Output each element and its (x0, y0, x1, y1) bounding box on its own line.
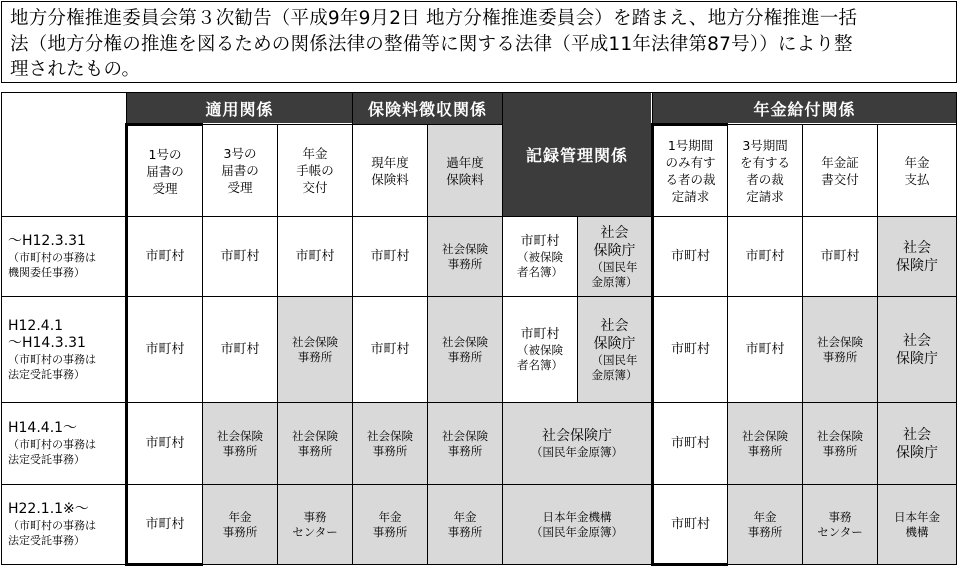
cell-col8: 市町村 (653, 485, 728, 565)
cell-col5: 年金 事務所 (428, 485, 503, 565)
cell-col6-7: 社会保険庁 （国民年金原簿） (503, 403, 653, 485)
cell-col10: 社会保険 事務所 (803, 403, 878, 485)
cell-col1: 市町村 (127, 217, 203, 297)
subheader-col4: 現年度 保険料 (353, 125, 428, 217)
cell-col2: 社会保険 事務所 (203, 403, 278, 485)
cell-col5: 社会保険 事務所 (428, 403, 503, 485)
cell-col1: 市町村 (127, 485, 203, 565)
cell-col9: 市町村 (728, 297, 803, 403)
header-line-2: 法（地方分権の推進を図るための関係法律の整備等に関する法律（平成11年法律第87号））により整 (10, 33, 853, 55)
subheader-col9: 3号期間 を有する 者の裁 定請求 (728, 125, 803, 217)
cell-col3: 社会保険 事務所 (278, 403, 353, 485)
row-period-cell: H22.1.1※～ （市町村の事務は 法定受託事務） (2, 485, 127, 565)
header-line-3: 理されたもの。 (10, 59, 141, 80)
row-period-cell: H12.4.1 ～H14.3.31 （市町村の事務は 法定受託事務） (2, 297, 127, 403)
cell-col5: 社会保険 事務所 (428, 297, 503, 403)
cell-col7: 社会 保険庁 （国民年 金原簿） (578, 217, 653, 297)
cell-col10: 事務 センター (803, 485, 878, 565)
cell-col2: 年金 事務所 (203, 485, 278, 565)
subheader-col10: 年金証 書交付 (803, 125, 878, 217)
cell-col9: 社会保険 事務所 (728, 403, 803, 485)
cell-col3: 市町村 (278, 217, 353, 297)
cell-col4: 社会保険 事務所 (353, 403, 428, 485)
cell-col2: 市町村 (203, 217, 278, 297)
corner-cell (2, 93, 127, 217)
cell-col1: 市町村 (127, 297, 203, 403)
cell-col4: 市町村 (353, 217, 428, 297)
group-records-header: 記録管理関係 (503, 93, 653, 217)
group-application-header: 適用関係 (127, 93, 353, 125)
cell-col8: 市町村 (653, 217, 728, 297)
cell-col11: 社会 保険庁 (878, 403, 957, 485)
table-row (2, 297, 957, 403)
cell-col9: 年金 事務所 (728, 485, 803, 565)
cell-col7: 社会 保険庁 （国民年 金原簿） (578, 297, 653, 403)
table-row (2, 485, 957, 565)
group-premium-header: 保険料徴収関係 (353, 93, 503, 125)
cell-col8: 市町村 (653, 297, 728, 403)
subheader-col2: 3号の 届書の 受理 (203, 125, 278, 217)
row-period-cell: H14.4.1～ （市町村の事務は 法定受託事務） (2, 403, 127, 485)
cell-col2: 市町村 (203, 297, 278, 403)
cell-col10: 市町村 (803, 217, 878, 297)
cell-col3: 事務 センター (278, 485, 353, 565)
cell-col11: 社会 保険庁 (878, 217, 957, 297)
subheader-col1: 1号の 届書の 受理 (127, 125, 203, 217)
cell-col3: 社会保険 事務所 (278, 297, 353, 403)
header-line-1: 地方分権推進委員会第３次勧告（平成9年9月2日 地方分権推進委員会）を踏まえ、地方分権推進一括 (10, 8, 858, 29)
cell-col4: 市町村 (353, 297, 428, 403)
cell-col4: 年金 事務所 (353, 485, 428, 565)
group-pension-header: 年金給付関係 (653, 93, 957, 125)
subheader-col3: 年金 手帳の 交付 (278, 125, 353, 217)
jurisdiction-table (1, 92, 957, 566)
subheader-col8: 1号期間 のみ有す る者の裁 定請求 (653, 125, 728, 217)
subheader-col11: 年金 支払 (878, 125, 957, 217)
cell-col11: 社会 保険庁 (878, 297, 957, 403)
header-note-box (1, 1, 957, 83)
cell-col9: 市町村 (728, 217, 803, 297)
subheader-col5: 過年度 保険料 (428, 125, 503, 217)
row-period-cell: ～H12.3.31 （市町村の事務は 機関委任事務） (2, 217, 127, 297)
cell-col1: 市町村 (127, 403, 203, 485)
table-row (2, 403, 957, 485)
cell-col6: 市町村 （被保険 者名簿） (503, 217, 578, 297)
table-row (2, 217, 957, 297)
cell-col6: 市町村 （被保険 者名簿） (503, 297, 578, 403)
cell-col5: 社会保険 事務所 (428, 217, 503, 297)
cell-col11: 日本年金 機構 (878, 485, 957, 565)
cell-col10: 社会保険 事務所 (803, 297, 878, 403)
cell-col6-7: 日本年金機構 （国民年金原簿） (503, 485, 653, 565)
cell-col8: 市町村 (653, 403, 728, 485)
